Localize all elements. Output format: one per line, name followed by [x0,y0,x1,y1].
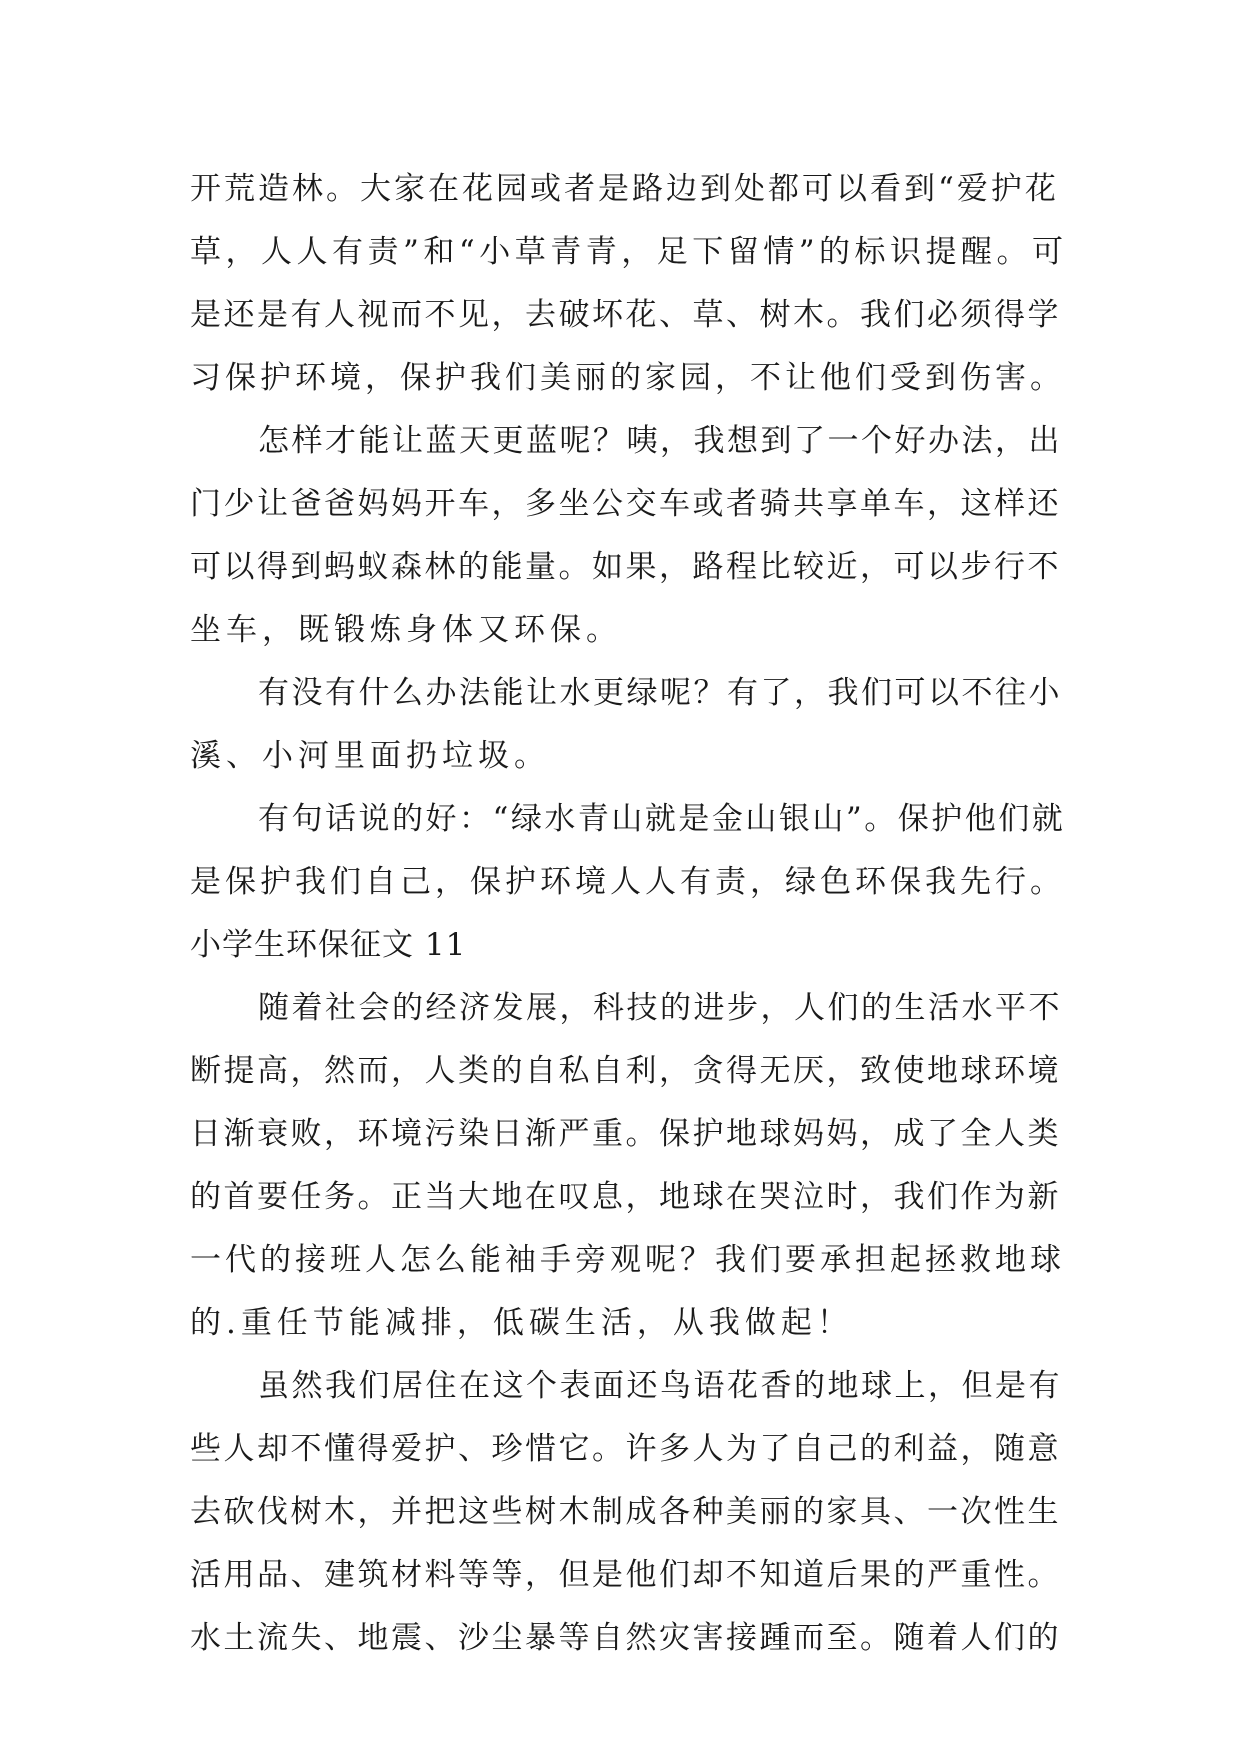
section-heading: 小学生环保征文 11 [190,927,467,963]
text-line: 溪、小河里面扔垃圾。 [190,738,550,774]
text-line: 的首要任务。正当大地在叹息，地球在哭泣时，我们作为新 [190,1179,1061,1215]
text-line: 去砍伐树木，并把这些树木制成各种美丽的家具、一次性生 [190,1494,1061,1530]
text-line: 些人却不懂得爱护、珍惜它。许多人为了自己的利益，随意 [190,1431,1061,1467]
paragraph-first-line: 有没有什么办法能让水更绿呢？有了，我们可以不往小 [258,675,1062,711]
text-line: 一代的接班人怎么能袖手旁观呢？我们要承担起拯救地球 [190,1242,1065,1278]
text-line: 坐车，既锻炼身体又环保。 [190,612,622,648]
text-line: 门少让爸爸妈妈开车，多坐公交车或者骑共享单车，这样还 [190,486,1061,522]
text-line: 的.重任节能减排，低碳生活，从我做起！ [190,1305,853,1341]
document-body [190,158,1070,1670]
text-line: 断提高，然而，人类的自私自利，贪得无厌，致使地球环境 [190,1053,1061,1089]
text-line: 开荒造林。大家在花园或者是路边到处都可以看到“爱护花 [190,171,1059,207]
text-line: 是还是有人视而不见，去破坏花、草、树木。我们必须得学 [190,297,1061,333]
text-line: 习保护环境，保护我们美丽的家园，不让他们受到伤害。 [190,360,1065,396]
text-line: 日渐衰败，环境污染日渐严重。保护地球妈妈，成了全人类 [190,1116,1061,1152]
paragraph-first-line: 随着社会的经济发展，科技的进步，人们的生活水平不 [258,990,1062,1026]
paragraph-first-line: 虽然我们居住在这个表面还鸟语花香的地球上，但是有 [258,1368,1062,1404]
text-line: 草，人人有责”和“小草青青，足下留情”的标识提醒。可 [190,234,1068,270]
text-line: 水土流失、地震、沙尘暴等自然灾害接踵而至。随着人们的 [190,1620,1061,1656]
paragraph-first-line: 怎样才能让蓝天更蓝呢？咦，我想到了一个好办法，出 [258,423,1062,459]
text-line: 可以得到蚂蚁森林的能量。如果，路程比较近，可以步行不 [190,549,1061,585]
text-line: 活用品、建筑材料等等，但是他们却不知道后果的严重性。 [190,1557,1061,1593]
paragraph-first-line: 有句话说的好：“绿水青山就是金山银山”。保护他们就 [258,801,1066,837]
text-line: 是保护我们自己，保护环境人人有责，绿色环保我先行。 [190,864,1065,900]
